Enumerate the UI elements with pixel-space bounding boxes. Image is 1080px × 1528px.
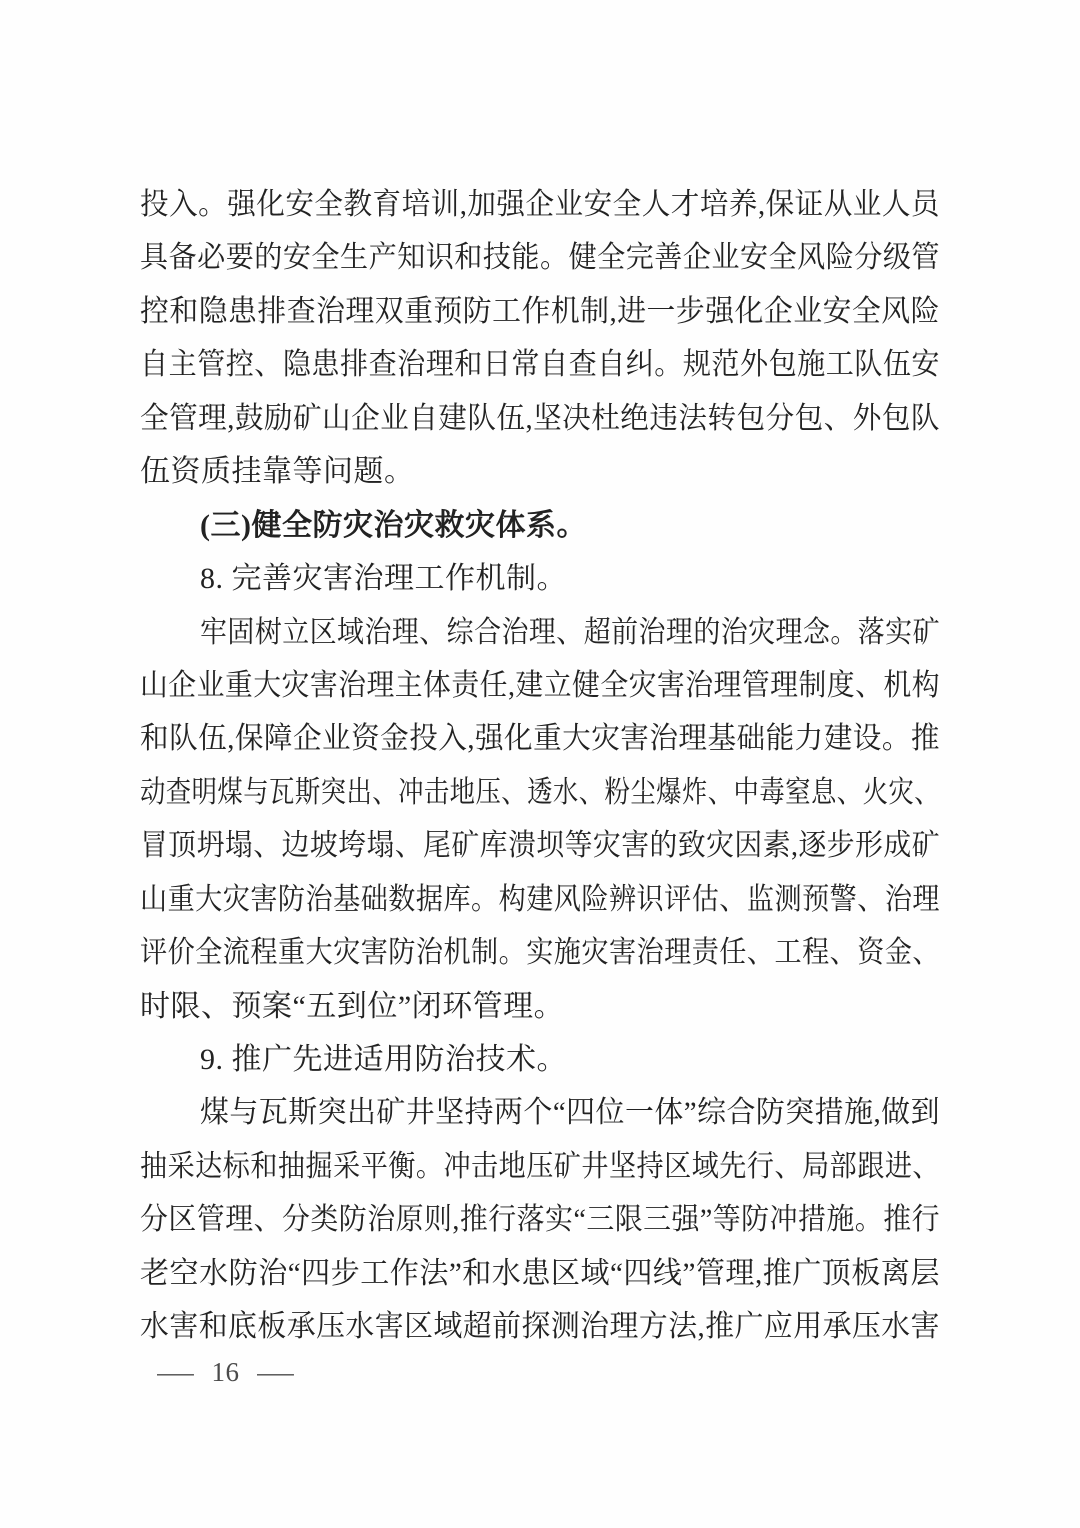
text-line: 具备必要的安全生产知识和技能。健全完善企业安全风险分级管: [140, 241, 940, 275]
page-number: 16: [211, 1357, 240, 1387]
text-line: 分区管理、分类防治原则,推行落实“三限三强”等防冲措施。推行: [140, 1203, 940, 1237]
text-line: 冒顶坍塌、边坡垮塌、尾矿库溃坝等灾害的致灾因素,逐步形成矿: [140, 829, 940, 863]
text-line: (三)健全防灾治灾救灾体系。: [200, 508, 587, 542]
text-line: 8. 完善灾害治理工作机制。: [200, 562, 567, 596]
footer-dash-left: —: [157, 1357, 195, 1387]
text-line: 投入。强化安全教育培训,加强企业安全人才培养,保证从业人员: [140, 188, 940, 221]
text-line: 控和隐患排查治理双重预防工作机制,进一步强化企业安全风险: [140, 294, 940, 328]
text-line: 山企业重大灾害治理主体责任,建立健全灾害治理管理制度、机构: [140, 668, 940, 702]
text-line: 全管理,鼓励矿山企业自建队伍,坚决杜绝违法转包分包、外包队: [140, 401, 940, 435]
text-line: 自主管控、隐患排查治理和日常自查自纠。规范外包施工队伍安: [140, 348, 940, 382]
text-line: 水害和底板承压水害区域超前探测治理方法,推广应用承压水害: [140, 1310, 940, 1344]
text-line: 山重大灾害防治基础数据库。构建风险辨识评估、监测预警、治理: [140, 882, 940, 916]
footer-dash-right: —: [256, 1357, 294, 1387]
text-line: 评价全流程重大灾害防治机制。实施灾害治理责任、工程、资金、: [140, 936, 940, 970]
text-line: 9. 推广先进适用防治技术。: [200, 1043, 567, 1076]
text-line: 和队伍,保障企业资金投入,强化重大灾害治理基础能力建设。推: [140, 722, 940, 756]
text-line: 煤与瓦斯突出矿井坚持两个“四位一体”综合防突措施,做到: [200, 1096, 940, 1130]
text-line: 伍资质挂靠等问题。: [140, 455, 415, 489]
text-line: 牢固树立区域治理、综合治理、超前治理的治灾理念。落实矿: [200, 615, 940, 649]
page-footer: [157, 1356, 294, 1388]
text-line: 时限、预案“五到位”闭环管理。: [140, 989, 565, 1023]
text-line: 动查明煤与瓦斯突出、冲击地压、透水、粉尘爆炸、中毒窒息、火灾、: [140, 775, 940, 809]
text-line: 抽采达标和抽掘采平衡。冲击地压矿井坚持区域先行、局部跟进、: [140, 1149, 940, 1183]
text-line: 老空水防治“四步工作法”和水患区域“四线”管理,推广顶板离层: [140, 1256, 940, 1290]
document-body: [140, 178, 940, 1354]
